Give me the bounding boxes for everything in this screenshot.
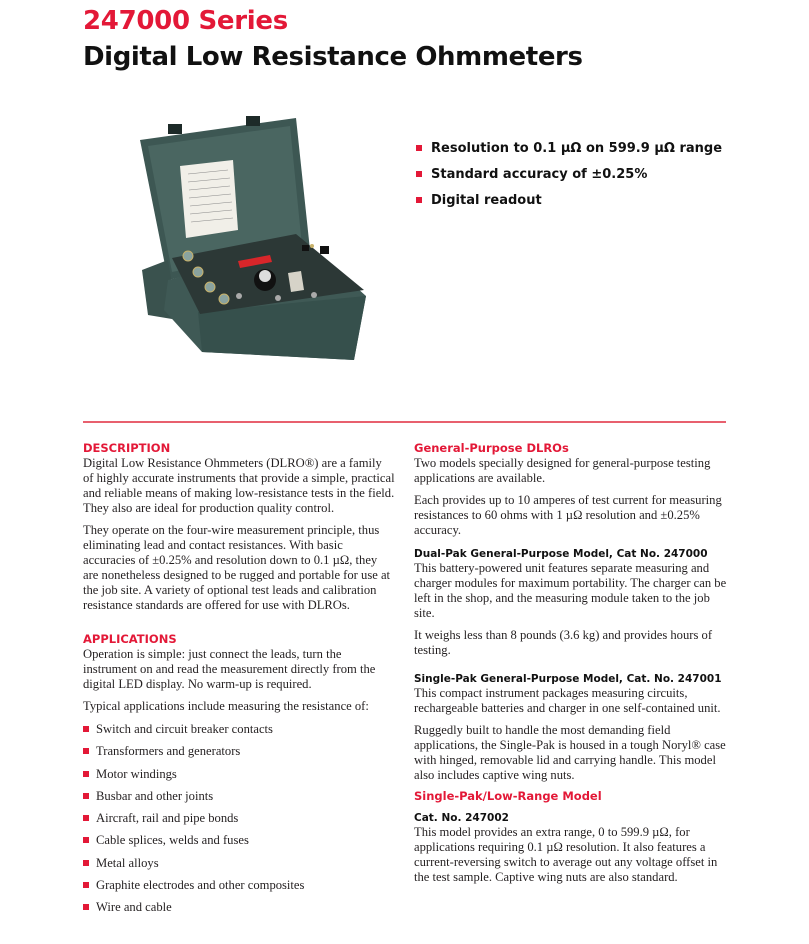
- applications-paragraph: Typical applications include measuring the resistance of:: [83, 699, 369, 713]
- section-divider: [83, 421, 726, 423]
- low-range-paragraph: This model provides an extra range, 0 to 599.9 µΩ, for applications requiring 0.1 µΩ resolution. It also features a current-reversing switch to average out any voltage offset in the test sample. Captive wing nuts are also standard.: [414, 825, 718, 884]
- dual-pak-paragraph: It weighs less than 8 pounds (3.6 kg) and provides hours of testing.: [414, 628, 713, 657]
- list-item: Transformers and generators: [83, 744, 395, 766]
- description-section: [83, 441, 395, 613]
- bullet-icon: [83, 882, 89, 888]
- feature-item: Resolution to 0.1 µΩ on 599.9 µΩ range: [416, 141, 722, 167]
- applications-section: [83, 632, 395, 923]
- feature-list: [416, 141, 722, 219]
- feature-item: Digital readout: [416, 193, 722, 219]
- power-inlet: [320, 246, 329, 254]
- description-heading: DESCRIPTION: [83, 441, 171, 455]
- bullet-icon: [83, 771, 89, 777]
- product-photo: [138, 100, 370, 390]
- general-purpose-paragraph: Each provides up to 10 amperes of test current for measuring resistances to 60 ohms with 1 µΩ resolution and ±0.25% accuracy.: [414, 493, 722, 537]
- indicator-lamp: [310, 244, 314, 248]
- general-purpose-heading: General-Purpose DLROs: [414, 441, 569, 455]
- list-item: Metal alloys: [83, 856, 395, 878]
- bullet-icon: [416, 197, 422, 203]
- list-item: Motor windings: [83, 767, 395, 789]
- feature-item: Standard accuracy of ±0.25%: [416, 167, 722, 193]
- general-purpose-paragraph: Two models specially designed for general-purpose testing applications are available.: [414, 456, 711, 485]
- list-item: Wire and cable: [83, 900, 395, 922]
- bullet-icon: [83, 904, 89, 910]
- left-column: [83, 441, 395, 923]
- power-switch: [302, 245, 309, 251]
- list-item: Cable splices, welds and fuses: [83, 833, 395, 855]
- general-purpose-section: [414, 441, 728, 783]
- page-title: Digital Low Resistance Ohmmeters: [83, 42, 583, 72]
- bullet-icon: [83, 748, 89, 754]
- series-title: 247000 Series: [83, 6, 288, 36]
- bullet-icon: [83, 793, 89, 799]
- list-item: Busbar and other joints: [83, 789, 395, 811]
- dual-pak-heading: Dual-Pak General-Purpose Model, Cat No. 247000: [414, 548, 708, 560]
- single-pak-paragraph: Ruggedly built to handle the most demanding field applications, the Single-Pak is housed in a tough Noryl® case with hinged, removable lid and carrying handle. This model also includes captive wing nuts.: [414, 723, 726, 782]
- applications-paragraph: Operation is simple: just connect the leads, turn the instrument on and read the measurement directly from the digital LED display. No warm-up is required.: [83, 647, 376, 691]
- applications-heading: APPLICATIONS: [83, 632, 177, 646]
- list-item: Switch and circuit breaker contacts: [83, 722, 395, 744]
- bullet-icon: [83, 815, 89, 821]
- low-range-catalog-number: Cat. No. 247002: [414, 812, 509, 824]
- bullet-icon: [83, 837, 89, 843]
- low-range-section: [414, 789, 728, 885]
- description-paragraph: They operate on the four-wire measurement principle, thus eliminating lead and contact resistances. With basic accuracies of ±0.25% and resolution down to 0.1 µΩ, they are nonetheless designed to be rugged and portable for use at the job site. A variety of optional test leads and calibration resistance standards are offered for use with DLROs.: [83, 523, 391, 612]
- right-column: [414, 441, 728, 892]
- dual-pak-paragraph: This battery-powered unit features separate measuring and charger modules for maximum portability. The charger can be left in the shop, and the measuring module taken to the job site.: [414, 561, 727, 620]
- bullet-icon: [83, 726, 89, 732]
- low-range-heading: Single-Pak/Low-Range Model: [414, 789, 602, 803]
- single-pak-heading: Single-Pak General-Purpose Model, Cat. No. 247001: [414, 673, 722, 685]
- single-pak-paragraph: This compact instrument packages measuring circuits, rechargeable batteries and charger in one self-contained unit.: [414, 686, 721, 715]
- applications-list: [83, 722, 395, 923]
- list-item: Aircraft, rail and pipe bonds: [83, 811, 395, 833]
- list-item: Graphite electrodes and other composites: [83, 878, 395, 900]
- bullet-icon: [83, 860, 89, 866]
- bullet-icon: [416, 145, 422, 151]
- bullet-icon: [416, 171, 422, 177]
- description-paragraph: Digital Low Resistance Ohmmeters (DLRO®) are a family of highly accurate instruments that provide a simple, practical and reliable means of making low-resistance tests in the field. They also are ideal for production quality control.: [83, 456, 395, 515]
